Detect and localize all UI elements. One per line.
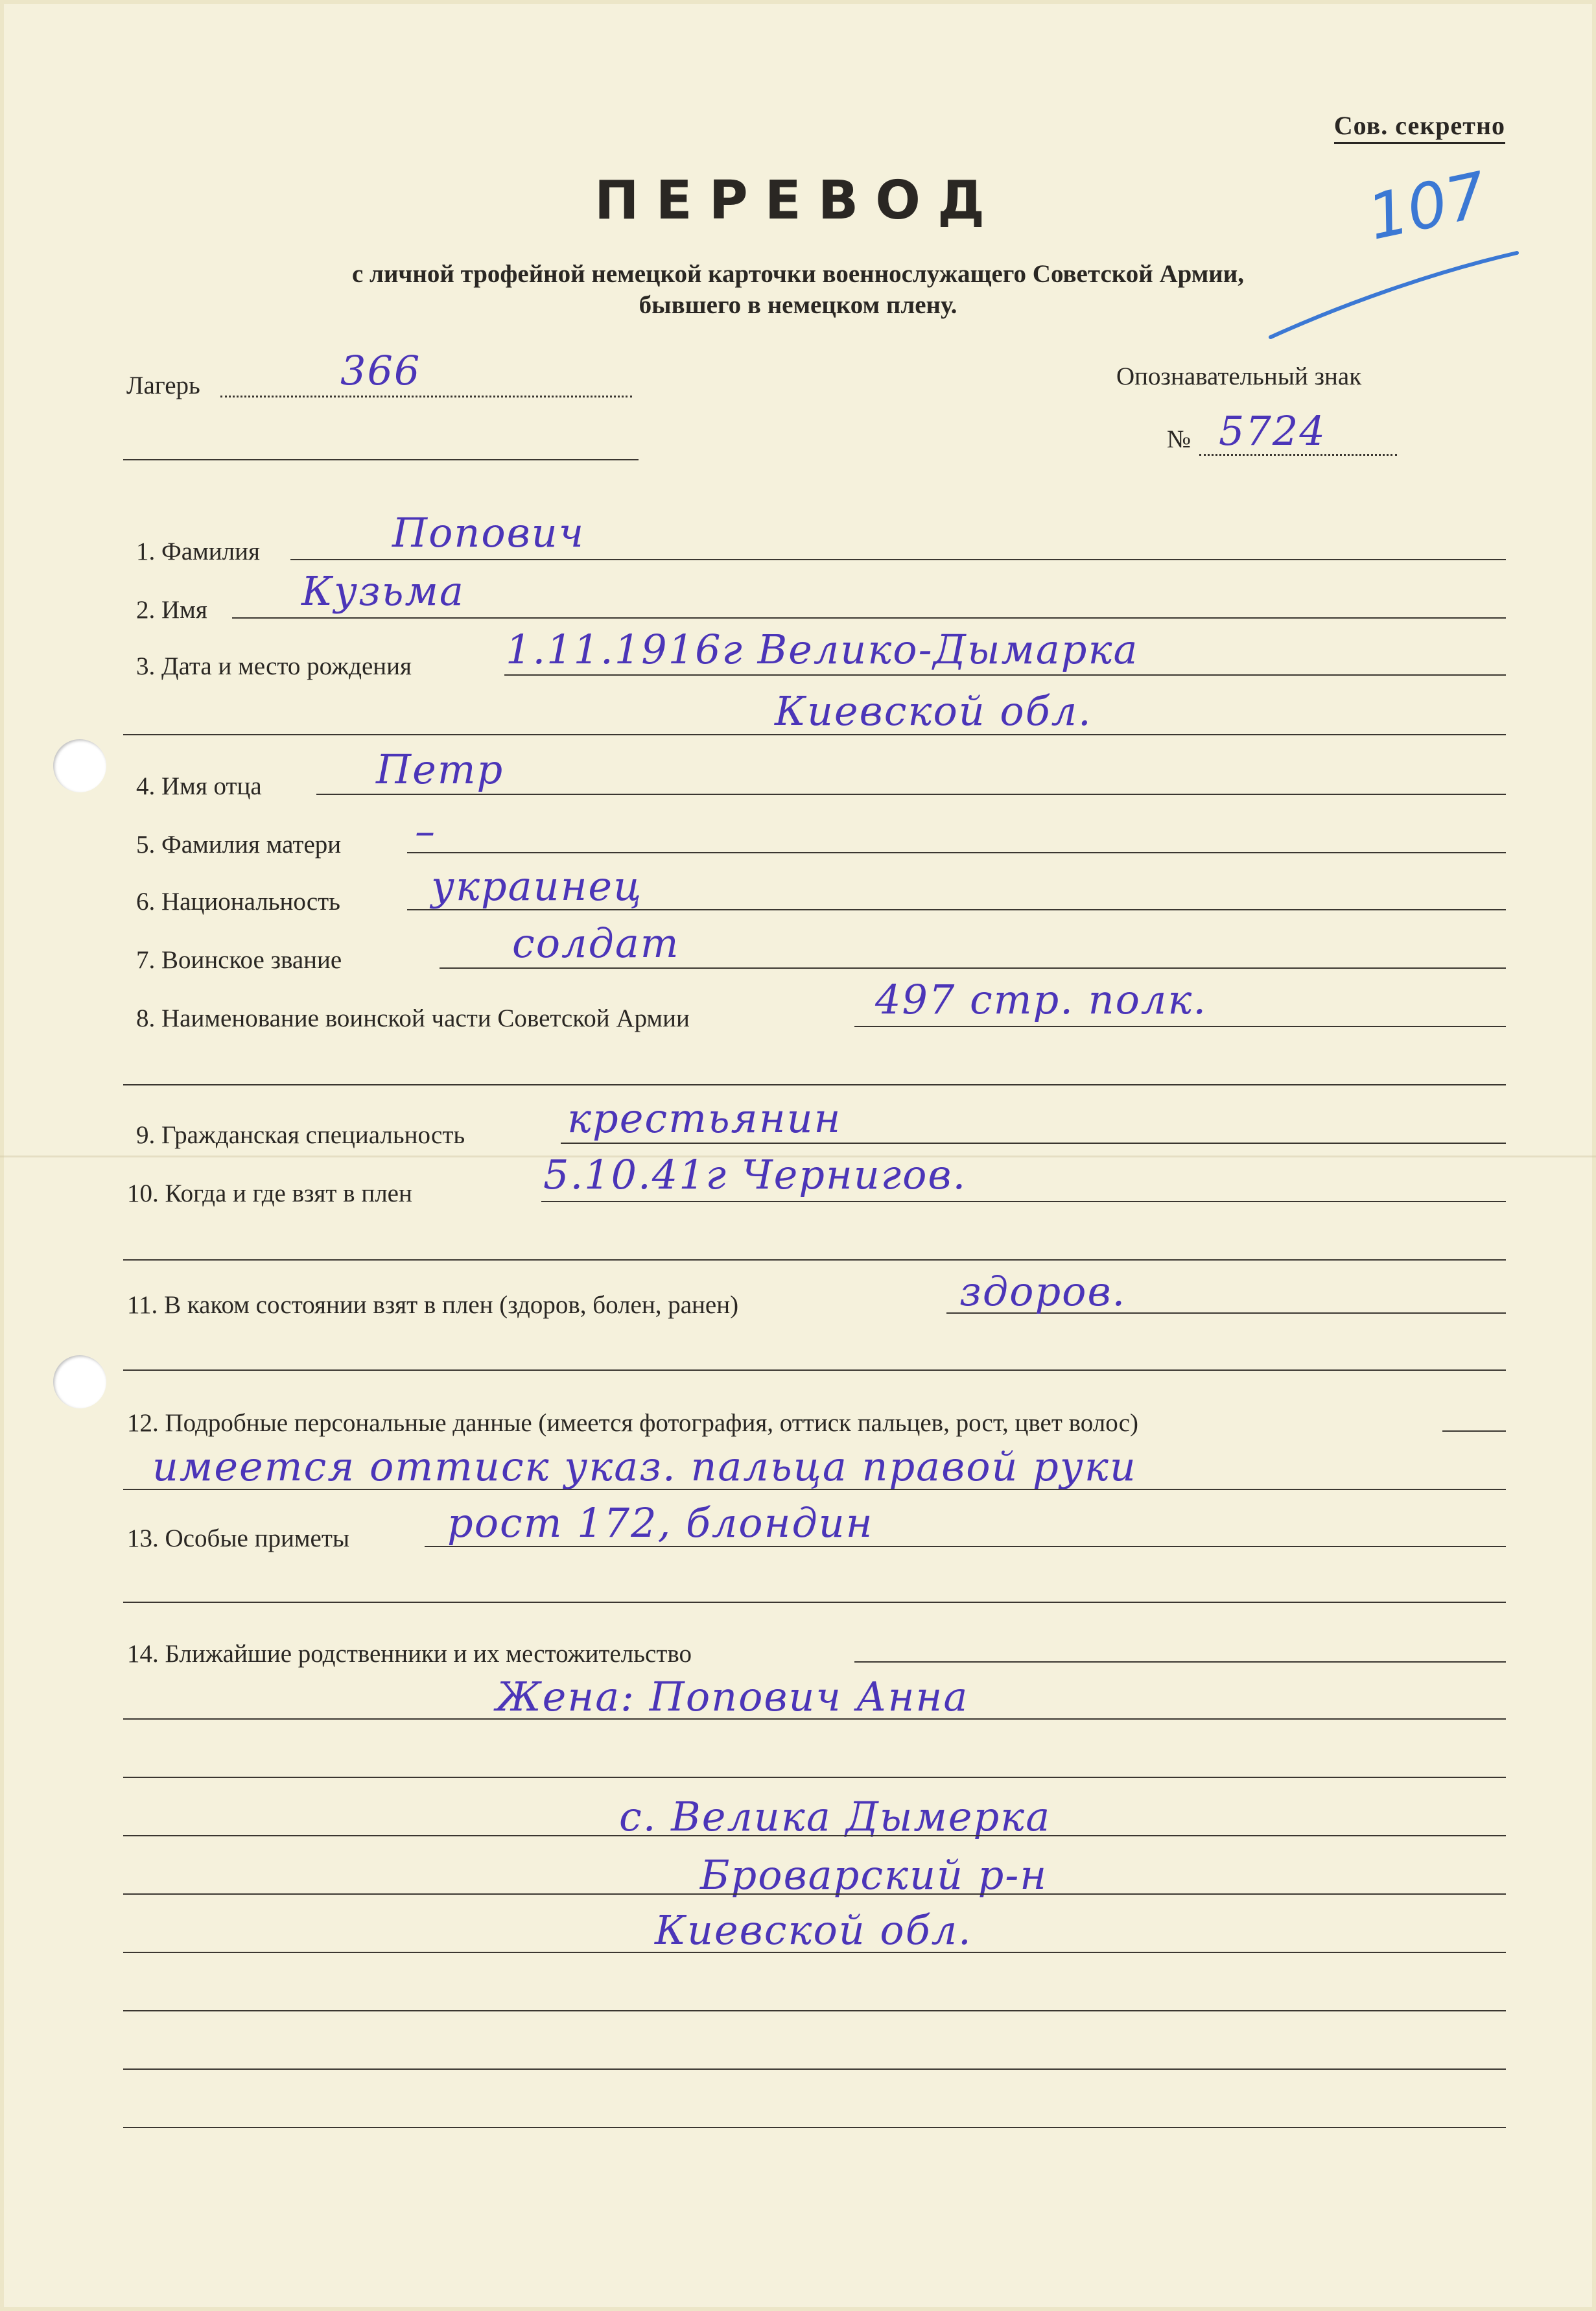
camp-label: Лагерь bbox=[126, 372, 200, 399]
camp-line bbox=[220, 396, 632, 397]
field-7-label: 7. Воинское звание bbox=[136, 946, 342, 974]
field-13-line-2 bbox=[123, 1602, 1506, 1603]
field-14-value: Жена: Попович Анна bbox=[496, 1673, 969, 1720]
field-5-value: – bbox=[415, 807, 436, 855]
corner-mark: 107 bbox=[1361, 158, 1493, 254]
field-2-line bbox=[232, 617, 1506, 619]
secrecy-stamp: Сов. секретно bbox=[1334, 110, 1505, 144]
field-1-line bbox=[290, 559, 1506, 560]
field-14-line-3 bbox=[123, 1777, 1506, 1778]
field-10-line bbox=[541, 1201, 1506, 1202]
field-14-label: 14. Ближайшие родственники и их местожительство bbox=[127, 1640, 692, 1668]
punch-hole-top bbox=[53, 739, 106, 792]
field-8-line bbox=[854, 1026, 1506, 1027]
field-3-value-2: Киевской обл. bbox=[775, 687, 1092, 735]
field-14-line-9 bbox=[123, 2127, 1506, 2128]
field-14-line-8 bbox=[123, 2068, 1506, 2070]
field-1-label: 1. Фамилия bbox=[136, 538, 260, 565]
field-11-line-2 bbox=[123, 1369, 1506, 1371]
field-13-label: 13. Особые приметы bbox=[127, 1524, 350, 1552]
field-7-value: солдат bbox=[512, 919, 680, 967]
punch-hole-bottom bbox=[53, 1355, 106, 1408]
field-14-value-3: Броварский р-н bbox=[700, 1851, 1048, 1899]
field-10-label: 10. Когда и где взят в плен bbox=[127, 1179, 412, 1207]
field-11-label: 11. В каком состоянии взят в плен (здоров, болен, ранен) bbox=[127, 1291, 739, 1319]
field-12-label: 12. Подробные персональные данные (имеется фотография, оттиск пальцев, рост, цвет волос) bbox=[127, 1409, 1138, 1437]
field-9-line bbox=[561, 1143, 1506, 1144]
field-14-line-2 bbox=[123, 1718, 1506, 1720]
field-9-value: крестьянин bbox=[567, 1095, 842, 1142]
field-14-line-4 bbox=[123, 1835, 1506, 1836]
field-4-label: 4. Имя отца bbox=[136, 772, 262, 800]
field-5-label: 5. Фамилия матери bbox=[136, 831, 342, 859]
field-2-label: 2. Имя bbox=[136, 596, 207, 624]
field-1-value: Попович bbox=[392, 509, 585, 556]
camp-value: 366 bbox=[340, 347, 421, 394]
field-14-line-5 bbox=[123, 1893, 1506, 1895]
field-6-value: украинец bbox=[431, 862, 643, 910]
field-3-value: 1.11.1916г Велико-Дымарка bbox=[506, 626, 1139, 673]
field-5-line bbox=[407, 852, 1506, 853]
field-10-line-2 bbox=[123, 1259, 1506, 1261]
field-3-line bbox=[504, 674, 1506, 676]
field-14-value-4: Киевской обл. bbox=[655, 1906, 972, 1954]
field-8-label: 8. Наименование воинской части Советской Армии bbox=[136, 1004, 690, 1032]
field-10-value: 5.10.41г Чернигов. bbox=[543, 1151, 967, 1198]
field-7-line bbox=[440, 967, 1506, 969]
camp-line-2 bbox=[123, 459, 639, 460]
field-14-line-7 bbox=[123, 2010, 1506, 2011]
field-9-label: 9. Гражданская специальность bbox=[136, 1121, 465, 1149]
field-8-value: 497 стр. полк. bbox=[875, 976, 1208, 1023]
id-tag-no-label: № bbox=[1167, 425, 1191, 453]
document-subtitle-line1: с личной трофейной немецкой карточки военнослужащего Советской Армии, bbox=[352, 260, 1244, 288]
field-2-value: Кузьма bbox=[301, 567, 465, 615]
field-11-value: здоров. bbox=[959, 1268, 1127, 1315]
field-14-line bbox=[854, 1661, 1506, 1663]
document-subtitle-line2: бывшего в немецком плену. bbox=[639, 291, 957, 319]
id-tag-value: 5724 bbox=[1219, 407, 1326, 455]
field-8-line-2 bbox=[123, 1084, 1506, 1085]
id-tag-label: Опознавательный знак bbox=[1116, 362, 1362, 390]
field-3-label: 3. Дата и место рождения bbox=[136, 652, 412, 680]
field-14-value-2: с. Велика Дымерка bbox=[619, 1793, 1051, 1840]
field-12-value: имеется оттиск указ. пальца правой руки bbox=[152, 1443, 1137, 1490]
field-4-value: Петр bbox=[376, 746, 504, 793]
field-13-value: рост 172, блондин bbox=[447, 1499, 874, 1547]
document-title: ПЕРЕВОД bbox=[594, 170, 1002, 231]
field-12-line bbox=[1442, 1430, 1506, 1432]
field-4-line bbox=[316, 794, 1506, 795]
field-14-line-6 bbox=[123, 1952, 1506, 1953]
field-6-label: 6. Национальность bbox=[136, 888, 340, 916]
